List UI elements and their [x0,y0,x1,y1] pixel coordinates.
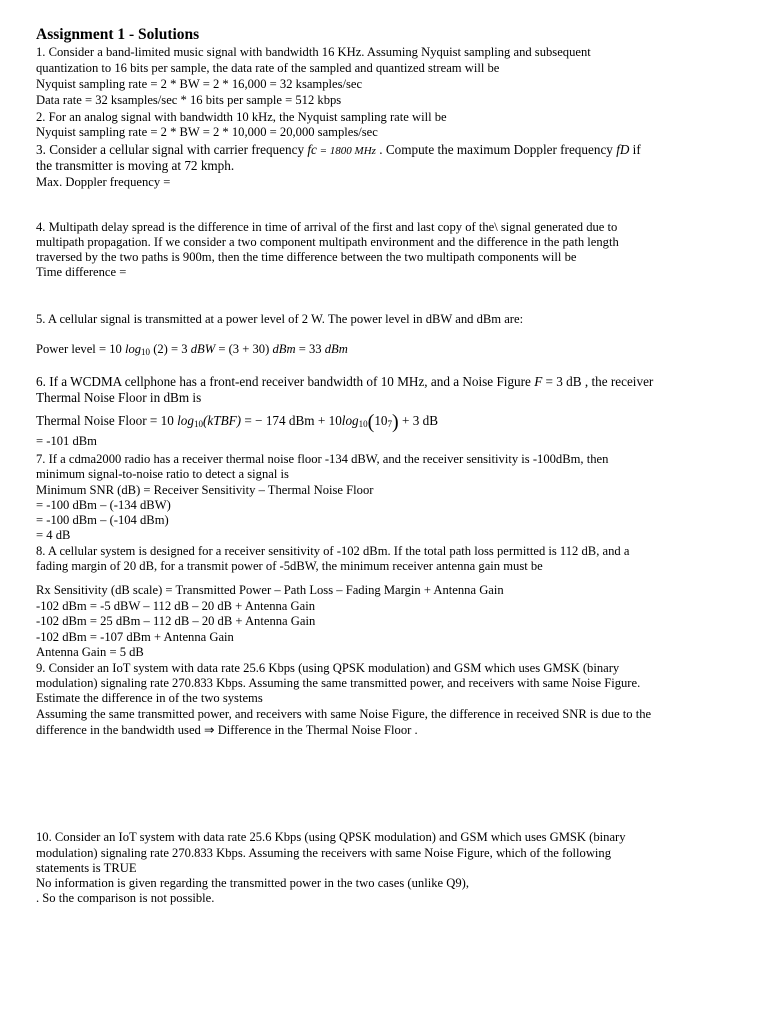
q8-line-6: -102 dBm = -107 dBm + Antenna Gain [36,630,234,644]
q8-line-5: -102 dBm = 25 dBm – 112 dB – 20 dB + Antenna Gain [36,614,316,628]
page-title: Assignment 1 - Solutions [36,26,200,43]
implies-arrow-icon: ⇒ [203,723,215,737]
q6-text-b: = 3 dB , the receiver [542,374,654,389]
q7-line-4: = -100 dBm – (-134 dBW) [36,498,171,512]
q6-text-c: Thermal Noise Floor = 10 [36,413,178,428]
q3-fc-value: = 1800 MHz [316,145,376,157]
q5-log-base: 10 [141,347,151,357]
q1-line-2: quantization to 16 bits per sample, the data rate of the sampled and quantized stream will be [36,61,500,75]
q5-dbw: dBW [190,342,216,356]
q6-ktbf: (kTBF) [202,413,242,428]
q6-seven: 7 [387,419,393,429]
q5-text-a: Power level = 10 [36,342,125,356]
q3-text-c: if [629,142,641,157]
q4-line-4: Time difference = [36,265,127,279]
q9-text-a: difference in the bandwidth used [36,723,204,737]
q4-line-2: multipath propagation. If we consider a two component multipath environment and the difference in the path length [36,235,619,249]
q10-line-5: . So the comparison is not possible. [36,891,215,905]
q6-line-1 [36,374,653,389]
q6-log-2: log [341,413,359,428]
q6-f: F [534,374,543,389]
q5-line-1: 5. A cellular signal is transmitted at a power level of 2 W. The power level in dBW and dBm are: [36,312,524,326]
q3-text-b: . Compute the maximum Doppler frequency [375,142,617,157]
q5-log: log [124,342,142,356]
q7-line-3: Minimum SNR (dB) = Receiver Sensitivity – Thermal Noise Floor [36,483,374,497]
q1-line-4: Data rate = 32 ksamples/sec * 16 bits per sample = 512 kbps [36,93,342,107]
q1-line-1: 1. Consider a band-limited music signal with bandwidth 16 KHz. Assuming Nyquist sampling and subsequent [36,45,591,59]
q9-line-3: Estimate the difference in of the two systems [36,691,263,705]
q8-line-3: Rx Sensitivity (dB scale) = Transmitted Power – Path Loss – Fading Margin + Antenna Gain [36,583,504,597]
q8-line-7: Antenna Gain = 5 dB [36,645,144,659]
q9-text-b: Difference in the Thermal Noise Floor . [214,723,418,737]
q3-line-1 [36,142,641,159]
q7-line-2: minimum signal-to-noise ratio to detect a signal is [36,467,289,481]
q10-line-2: modulation) signaling rate 270.833 Kbps. Assuming the receivers with same Noise Figure, which of the following [36,846,612,860]
q10-line-3: statements is TRUE [36,861,137,875]
q7-line-5: = -100 dBm – (-104 dBm) [36,513,169,527]
q9-line-1: 9. Consider an IoT system with data rate 25.6 Kbps (using QPSK modulation) and GSM which uses GMSK (binary [36,661,620,675]
q6-log-base-2: 10 [358,419,368,429]
q6-text-a: 6. If a WCDMA cellphone has a front-end receiver bandwidth of 10 MHz, and a Noise Figure [36,374,535,389]
q6-text-d: = − 174 dBm + 10 [241,413,342,428]
q5-line-2 [36,342,348,360]
q9-line-2: modulation) signaling rate 270.833 Kbps. Assuming the same transmitted power, and receivers with same Noise Figure. [36,676,641,690]
q3-text-a: 3. Consider a cellular signal with carrier frequency [36,142,308,157]
q2-line-2: Nyquist sampling rate = 2 * BW = 2 * 10,000 = 20,000 samples/sec [36,125,378,139]
q8-line-1: 8. A cellular system is designed for a receiver sensitivity of -102 dBm. If the total path loss permitted is 112 dB, and a [36,544,630,558]
q1-line-3: Nyquist sampling rate = 2 * BW = 2 * 16,000 = 32 ksamples/sec [36,77,363,91]
q6-paren-close: ) [392,411,399,433]
q6-text-e: + 3 dB [398,413,438,428]
q3-line-2: the transmitter is moving at 72 kmph. [36,158,235,173]
q5-text-d: = 33 [295,342,325,356]
q8-line-4: -102 dBm = -5 dBW – 112 dB – 20 dB + Antenna Gain [36,599,316,613]
q5-text-b: (2) = 3 [150,342,191,356]
q5-dbm-2: dBm [324,342,348,356]
q7-line-6: = 4 dB [36,528,71,542]
q3-fd: fD [616,142,630,157]
q6-line-4: = -101 dBm [36,434,97,448]
q6-line-2: Thermal Noise Floor in dBm is [36,390,202,405]
q5-dbm-1: dBm [272,342,296,356]
q6-log-base: 10 [193,419,203,429]
q5-text-c: = (3 + 30) [215,342,273,356]
q6-line-3 [36,413,438,432]
q3-fc: fc [307,142,317,157]
q9-line-4: Assuming the same transmitted power, and receivers with same Noise Figure, the difference in received SNR is due to the [36,707,652,721]
q7-line-1: 7. If a cdma2000 radio has a receiver thermal noise floor -134 dBW, and the receiver sensitivity is -100dBm, then [36,452,609,466]
q2-line-1: 2. For an analog signal with bandwidth 10 kHz, the Nyquist sampling rate will be [36,110,447,124]
q6-log: log [177,413,194,428]
q4-line-3: traversed by the two paths is 900m, then the time difference between the two multipath components will be [36,250,577,264]
q6-ten: 10 [374,413,388,428]
q3-line-3: Max. Doppler frequency = [36,175,171,189]
q9-line-5 [36,723,418,738]
q8-line-2: fading margin of 20 dB, for a transmit power of -5dBW, the minimum receiver antenna gain must be [36,559,543,573]
q10-line-4: No information is given regarding the transmitted power in the two cases (unlike Q9), [36,876,469,890]
q6-paren-open: ( [367,411,375,433]
q4-line-1: 4. Multipath delay spread is the difference in time of arrival of the first and last copy of the\ signal generated due to [36,220,618,234]
q10-line-1: 10. Consider an IoT system with data rate 25.6 Kbps (using QPSK modulation) and GSM which uses GMSK (binary [36,830,626,844]
